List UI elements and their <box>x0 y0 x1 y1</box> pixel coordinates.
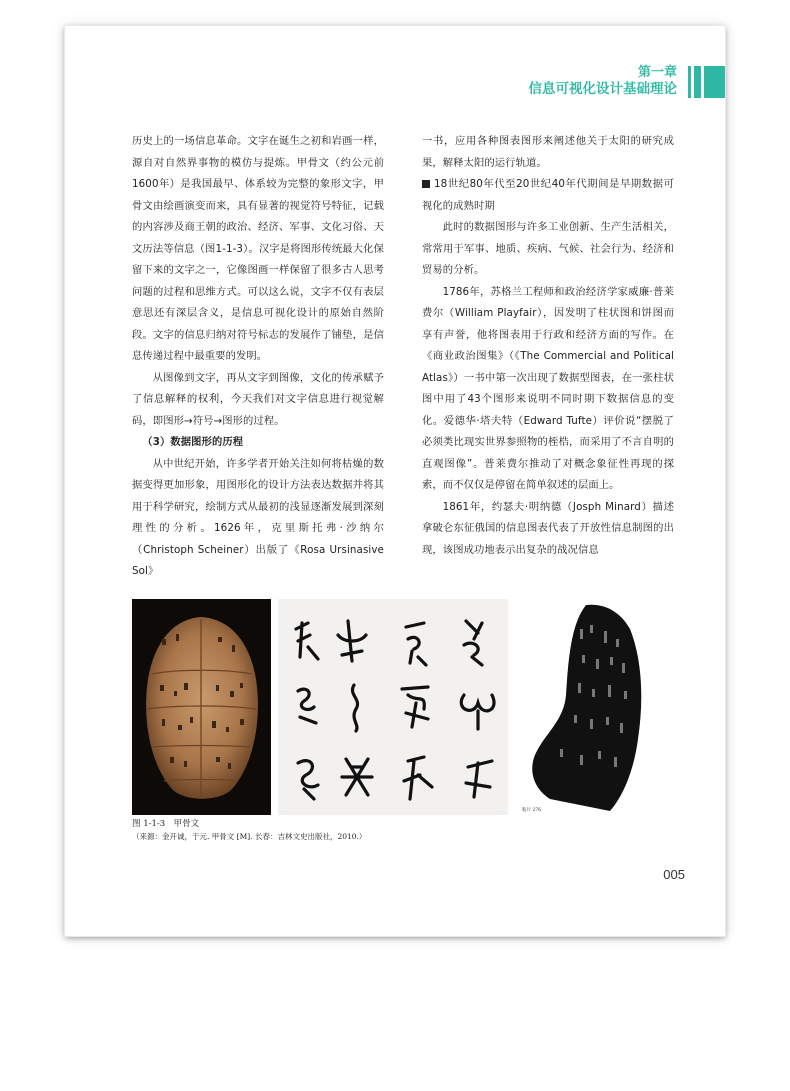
chapter-header <box>465 66 725 98</box>
paragraph: 从图像到文字，再从文字到图像，文化的传承赋予了信息解释的权利，今天我们对文字信息进行视觉解码，即图形→符号→图形的过程。 <box>132 371 384 427</box>
rubbing-image <box>520 599 658 815</box>
oracle-bone-rubbing-image <box>520 599 658 815</box>
page-number: 005 <box>663 867 685 882</box>
square-bullet-icon <box>422 180 430 188</box>
rubbing-label: 粘片 276 <box>522 808 542 813</box>
paragraph: 1786年，苏格兰工程师和政治经济学家威廉·普莱费尔（William Playfair），因发明了柱状图和饼图而享有声誉，他将图表用于行政和经济方面的写作。在《商业政治图集》（《The Commercial and Political Atlas》）一书中第一次出现了数据型图表，在一张柱状图中用了43个图形来说明不同时期下数据信息的变化。爱德华·塔夫特（Edward Tufte）评价说“摆脱了必须类比现实世界参照物的桎梏，而采用了不言自明的直观图像”。普莱费尔推动了对概念象征性再现的探索，而不仅仅是停留在简单叙述的层面上。 <box>422 285 674 491</box>
oracle-script-characters-panel <box>278 599 508 815</box>
chapter-title: 信息可视化设计基础理论 <box>528 81 677 97</box>
book-page <box>65 26 725 936</box>
section-heading: （3）数据图形的历程 <box>142 436 244 448</box>
paragraph: 历史上的一场信息革命。文字在诞生之初和岩画一样，源自对自然界事物的模仿与提炼。甲骨文（约公元前1600年）是我国最早、体系较为完整的象形文字，甲骨文由绘画演变而来，具有显著的视觉符号特征，记载的内容涉及商王朝的政治、经济、军事、文化习俗、天文历法等信息（图1-1-3）。汉字是将图形传统最大化保留下来的文字之一，它像图画一样保留了很多古人思考问题的过程和思维方式。可以这么说，文字不仅有表层意思还有深层含义，是信息可视化设计的原始自然阶段。文字的信息归纳对符号标志的发展作了铺垫，是信息传递过程中最重要的发明。 <box>132 135 384 362</box>
paragraph: 一书，应用各种图表图形来阐述他关于太阳的研究成果，解释太阳的运行轨道。 <box>422 135 674 169</box>
paragraph: 1861年，约瑟夫·明纳德（Josph Minard）描述拿破仑东征俄国的信息图表代表了开放性信息制图的出现，该图成功地表示出复杂的战况信息 <box>422 500 674 556</box>
oracle-characters-image <box>278 599 508 815</box>
header-bar-thin <box>688 66 691 98</box>
figure-caption: 图 1-1-3 甲骨文 <box>132 819 200 829</box>
paragraph: 此时的数据图形与许多工业创新、生产生活相关，常常用于军事、地质、疾病、气候、社会行为、经济和贸易的分析。 <box>422 221 674 276</box>
right-text-column <box>422 131 674 561</box>
paragraph: 从中世纪开始，许多学者开始关注如何将枯燥的数据变得更加形象，用图形化的设计方法表达数据并将其用于科学研究，绘制方式从最初的浅显逐渐发展到深刻理性的分析。1626年，克里斯托弗·沙纳尔（Christoph Scheiner）出版了《Rosa Ursinasive Sol》 <box>132 457 384 577</box>
header-bar-wide <box>704 66 725 98</box>
chapter-number: 第一章 <box>637 65 677 80</box>
header-bar-medium <box>694 66 701 98</box>
figure-source: （来源：金开诚，于元. 甲骨文 [M]. 长春：吉林文史出版社，2010.） <box>132 832 367 841</box>
bullet-heading <box>422 174 674 217</box>
left-text-column <box>132 131 384 583</box>
turtle-shell-image <box>132 599 271 815</box>
bullet-text: 18世纪80年代至20世纪40年代期间是早期数据可视化的成熟时期 <box>422 178 674 212</box>
oracle-bone-shell-photo <box>132 599 271 815</box>
